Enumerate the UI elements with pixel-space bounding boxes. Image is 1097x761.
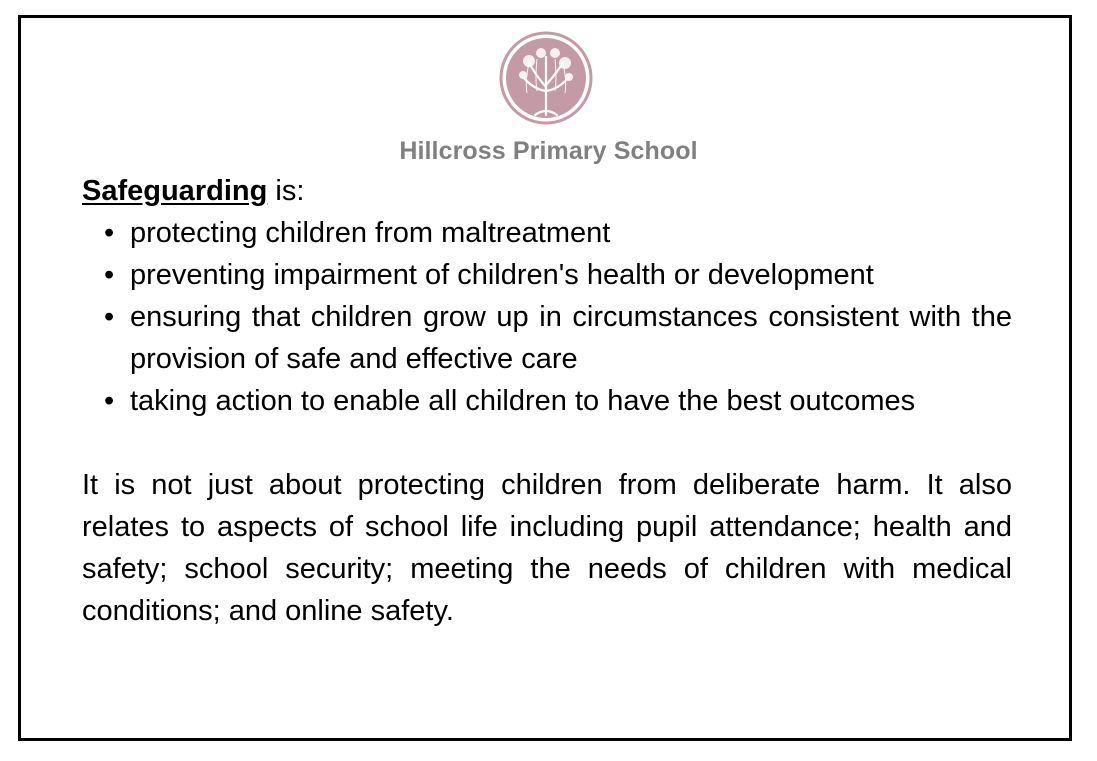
definition-list xyxy=(82,212,1012,422)
list-item-text: preventing impairment of children's health or development xyxy=(130,259,874,291)
school-name: Hillcross Primary School xyxy=(399,137,698,165)
bullet-icon: • xyxy=(104,385,115,417)
bullet-icon: • xyxy=(104,259,115,291)
list-item-text: ensuring that children grow up in circumstances consistent with the provision of safe and effective care xyxy=(130,301,1012,375)
list-item xyxy=(82,296,1012,380)
document-body xyxy=(82,170,1012,632)
bullet-icon: • xyxy=(104,301,115,333)
school-logo xyxy=(499,31,593,125)
list-item-text: protecting children from maltreatment xyxy=(130,217,611,249)
tree-emblem-icon xyxy=(499,31,593,125)
heading-term: Safeguarding xyxy=(82,175,268,207)
list-item xyxy=(82,254,1012,296)
heading-suffix: is: xyxy=(267,175,305,207)
explanation-paragraph: It is not just about protecting children from deliberate harm. It also relates to aspects of school life including pupil attendance; health and safety; school security; meeting the needs of children with medical conditions; and online safety. xyxy=(82,469,1012,627)
list-item-text: taking action to enable all children to have the best outcomes xyxy=(130,385,916,417)
list-item xyxy=(82,380,1012,422)
list-item xyxy=(82,212,1012,254)
definition-heading xyxy=(82,170,1012,212)
bullet-icon: • xyxy=(104,217,115,249)
